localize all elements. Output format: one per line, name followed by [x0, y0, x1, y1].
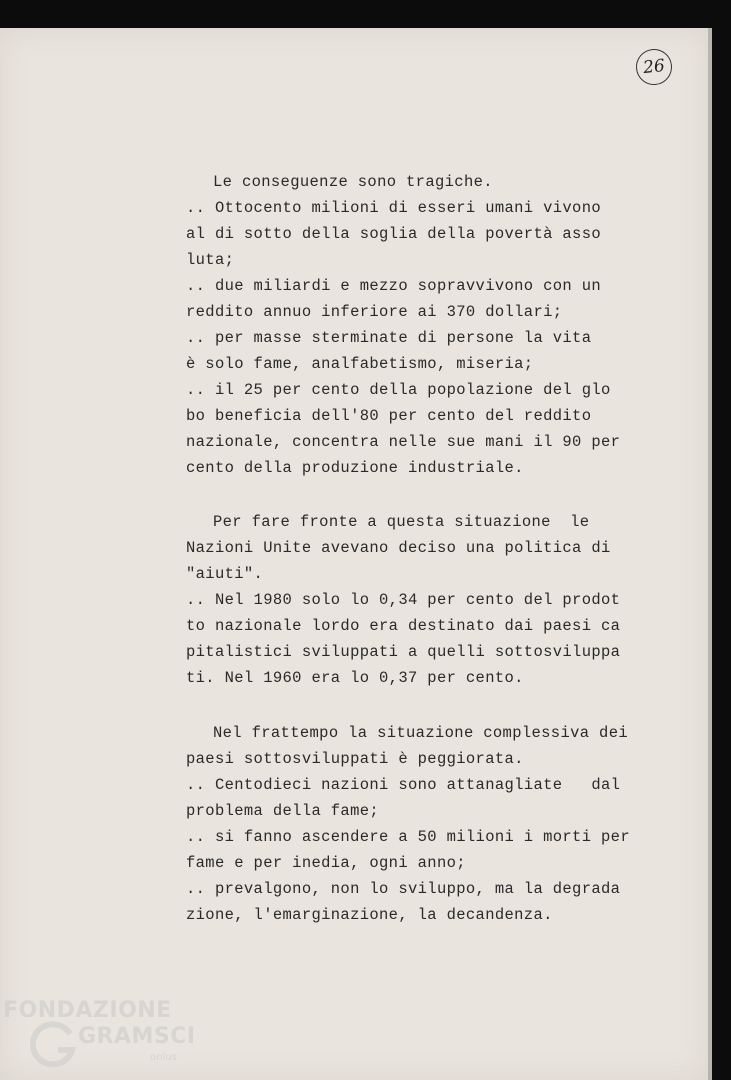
watermark-suffix: onlus — [150, 1052, 177, 1063]
text-line: .. si fanno ascendere a 50 milioni i morti per — [186, 828, 630, 846]
text-line: .. prevalgono, non lo sviluppo, ma la degrada — [186, 880, 621, 898]
fondazione-gramsci-watermark — [0, 996, 196, 1080]
text-line: "aiuti". — [186, 565, 264, 583]
text-line: al di sotto della soglia della povertà asso — [186, 225, 602, 243]
text-line: Nel frattempo la situazione complessiva dei — [213, 724, 629, 742]
gramsci-g-logo-icon — [30, 1020, 80, 1070]
text-line: .. due miliardi e mezzo sopravvivono con un — [186, 277, 602, 295]
text-line: .. Ottocento milioni di esseri umani vivono — [186, 199, 602, 217]
text-line: ti. Nel 1960 era lo 0,37 per cento. — [186, 669, 524, 687]
text-line: pitalistici sviluppati a quelli sottosviluppa — [186, 643, 621, 661]
text-line: bo beneficia dell'80 per cento del reddito — [186, 407, 592, 425]
text-line: .. Centodieci nazioni sono attanagliate dal — [186, 776, 621, 794]
text-line: zione, l'emarginazione, la decandenza. — [186, 906, 553, 924]
text-line: problema della fame; — [186, 802, 380, 820]
text-line: paesi sottosviluppati è peggiorata. — [186, 750, 524, 768]
text-line: Le conseguenze sono tragiche. — [213, 173, 493, 191]
text-line: reddito annuo inferiore ai 370 dollari; — [186, 303, 563, 321]
text-line: luta; — [186, 251, 235, 269]
text-line: fame e per inedia, ogni anno; — [186, 854, 466, 872]
watermark-line2: GRAMSCI — [78, 1024, 196, 1049]
text-line: è solo fame, analfabetismo, miseria; — [186, 355, 534, 373]
text-line: .. Nel 1980 solo lo 0,34 per cento del prodot — [186, 591, 621, 609]
text-line: to nazionale lordo era destinato dai paesi ca — [186, 617, 621, 635]
watermark-line1: FONDAZIONE — [3, 998, 172, 1023]
page-edge — [708, 28, 712, 1080]
text-line: .. per masse sterminate di persone la vita — [186, 329, 592, 347]
text-line: nazionale, concentra nelle sue mani il 90 per — [186, 433, 621, 451]
text-line: Nazioni Unite avevano deciso una politica di — [186, 539, 611, 557]
page-number-stamp: 26 — [634, 47, 674, 87]
text-line: cento della produzione industriale. — [186, 459, 524, 477]
text-line: .. il 25 per cento della popolazione del glo — [186, 381, 611, 399]
text-line: Per fare fronte a questa situazione le — [213, 513, 590, 531]
